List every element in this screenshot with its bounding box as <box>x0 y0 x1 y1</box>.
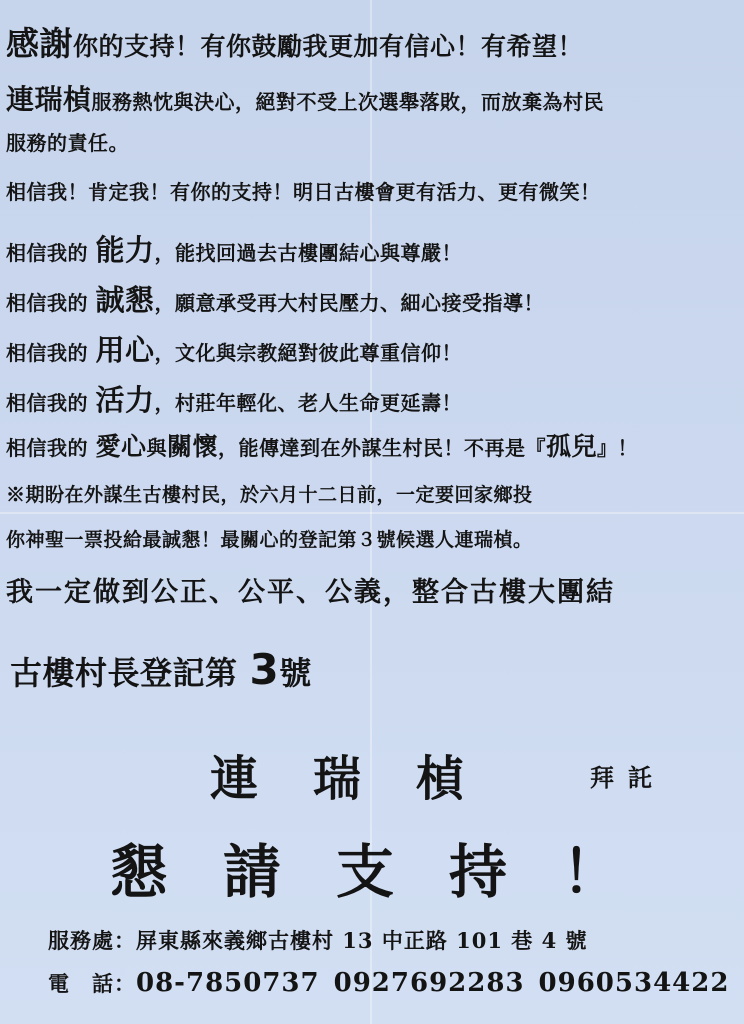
bai-tuo-text: 拜託 <box>590 763 666 792</box>
address-value: 屏東縣來義鄉古樓村 13 中正路 101 巷 4 號 <box>136 928 588 953</box>
commitment-line <box>6 78 604 118</box>
phone-number: 08-7850737 <box>136 968 320 998</box>
believe-prefix: 相信我的 <box>6 436 88 460</box>
love-keyword: 愛心 <box>95 432 147 461</box>
believe-sincerity-line <box>6 278 544 319</box>
registration-suffix: 號 <box>279 654 312 692</box>
believe-prefix: 相信我的 <box>6 341 88 365</box>
sincerity-keyword: 誠懇 <box>95 283 155 317</box>
believe-prefix: 相信我的 <box>6 291 88 315</box>
vitality-keyword: 活力 <box>95 383 155 417</box>
care-text-end: 』！ <box>597 436 639 460</box>
phone-number: 0960534422 <box>538 968 730 998</box>
believe-prefix: 相信我的 <box>6 391 88 415</box>
believe-ability-line <box>6 228 462 269</box>
phone-number: 0927692283 <box>333 968 525 998</box>
care-text: ，能傳達到在外謀生村民！不再是『 <box>218 436 546 460</box>
candidate-name: 連瑞楨 <box>210 751 520 807</box>
ability-keyword: 能力 <box>95 233 155 267</box>
fold-crease-horizontal <box>0 512 744 514</box>
phone-label: 電 話： <box>48 971 136 996</box>
dedication-text: ，文化與宗教絕對彼此尊重信仰！ <box>154 341 462 365</box>
believe-prefix: 相信我的 <box>6 241 88 265</box>
sincerity-text: ，願意承受再大村民壓力、細心接受指導！ <box>154 291 544 315</box>
pledge-line: 我一定做到公正、公平、公義，整合古樓大團結 <box>6 577 615 608</box>
phone-line <box>48 968 729 998</box>
believe-me-line: 相信我！肯定我！有你的支持！明日古樓會更有活力、更有微笑！ <box>6 180 601 204</box>
registration-line <box>10 645 312 694</box>
dedication-keyword: 用心 <box>95 333 155 367</box>
commitment-text: 服務熱忱與決心，絕對不受上次選舉落敗，而放棄為村民 <box>91 90 605 114</box>
thanks-line <box>6 18 583 65</box>
care-keyword: 關懷 <box>166 432 218 461</box>
support-plea: 懇請支持！ <box>110 838 676 906</box>
believe-vitality-line <box>6 378 462 419</box>
candidate-name-inline: 連瑞楨 <box>6 83 92 116</box>
appeal-line-1: ※期盼在外謀生古樓村民，於六月十二日前，一定要回家鄉投 <box>6 484 533 506</box>
address-label: 服務處： <box>48 928 136 953</box>
thanks-heading: 感謝 <box>6 24 73 63</box>
ability-text: ，能找回過去古樓團結心與尊嚴！ <box>154 241 462 265</box>
commitment-line-cont: 服務的責任。 <box>6 131 129 155</box>
vitality-text: ，村莊年輕化、老人生命更延壽！ <box>154 391 462 415</box>
service-office-address <box>48 925 588 955</box>
believe-care-line <box>6 427 638 463</box>
appeal-line-2: 你神聖一票投給最誠懇！最關心的登記第３號候選人連瑞楨。 <box>6 529 533 551</box>
believe-dedication-line <box>6 328 462 369</box>
orphan-keyword: 孤兒 <box>546 432 598 461</box>
registration-number: 3 <box>249 645 280 694</box>
and-text: 與 <box>146 436 167 460</box>
registration-label: 古樓村長登記第 <box>10 654 238 692</box>
thanks-text: 你的支持！有你鼓勵我更加有信心！有希望！ <box>73 32 584 61</box>
